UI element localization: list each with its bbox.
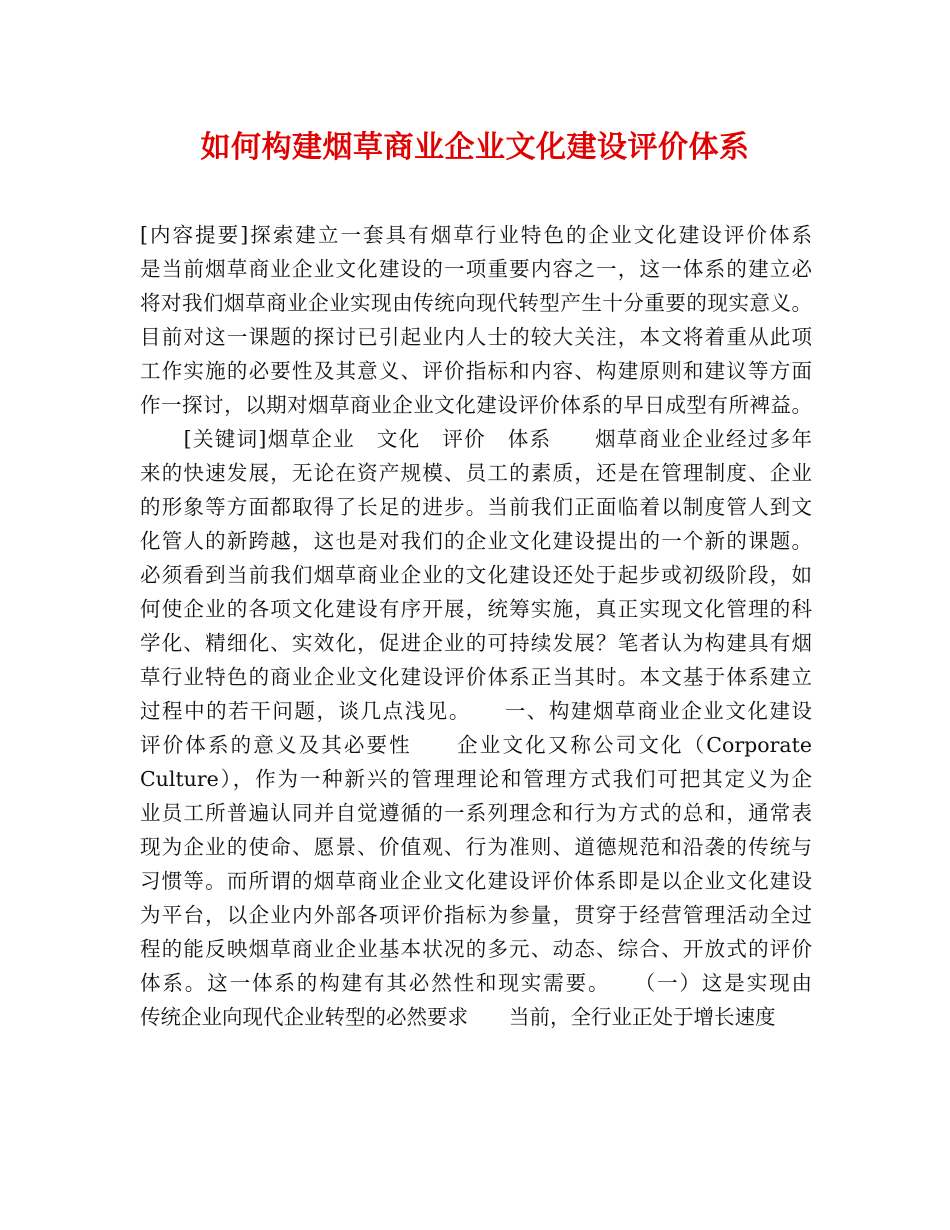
body-line: [关键词]烟草企业 文化 评价 体系 烟草商业企业经过多年 <box>140 427 812 451</box>
body-line: 何使企业的各项文化建设有序开展，统筹实施，真正实现文化管理的科 <box>140 597 812 621</box>
body-line: 学化、精细化、实效化，促进企业的可持续发展？笔者认为构建具有烟 <box>140 631 812 655</box>
body-line: 程的能反映烟草商业企业基本状况的多元、动态、综合、开放式的评价 <box>140 937 812 961</box>
document-title: 如何构建烟草商业企业文化建设评价体系 <box>200 130 750 165</box>
body-line: 评价体系的意义及其必要性 企业文化又称公司文化（Corporate <box>140 733 812 757</box>
body-line: 来的快速发展，无论在资产规模、员工的素质，还是在管理制度、企业 <box>140 461 812 485</box>
body-line: 体系。这一体系的构建有其必然性和现实需要。 （一）这是实现由 <box>140 971 812 995</box>
body-line: 过程中的若干问题，谈几点浅见。 一、构建烟草商业企业文化建设 <box>140 699 812 723</box>
body-line: 为平台，以企业内外部各项评价指标为参量，贯穿于经营管理活动全过 <box>140 903 812 927</box>
body-line: 必须看到当前我们烟草商业企业的文化建设还处于起步或初级阶段，如 <box>140 563 812 587</box>
body-line: 现为企业的使命、愿景、价值观、行为准则、道德规范和沿袭的传统与 <box>140 835 812 859</box>
body-line: 工作实施的必要性及其意义、评价指标和内容、构建原则和建议等方面 <box>140 359 812 383</box>
body-line: 草行业特色的商业企业文化建设评价体系正当其时。本文基于体系建立 <box>140 665 812 689</box>
body-line: 业员工所普遍认同并自觉遵循的一系列理念和行为方式的总和，通常表 <box>140 801 812 825</box>
document-body <box>140 218 812 1034</box>
body-line: 传统企业向现代企业转型的必然要求 当前，全行业正处于增长速度 <box>140 1005 776 1029</box>
body-line: 化管人的新跨越，这也是对我们的企业文化建设提出的一个新的课题。 <box>140 529 812 553</box>
body-line: 将对我们烟草商业企业实现由传统向现代转型产生十分重要的现实意义。 <box>140 291 812 315</box>
body-line: [内容提要]探索建立一套具有烟草行业特色的企业文化建设评价体系 <box>140 223 812 247</box>
body-line: 的形象等方面都取得了长足的进步。当前我们正面临着以制度管人到文 <box>140 495 812 519</box>
body-line: 习惯等。而所谓的烟草商业企业文化建设评价体系即是以企业文化建设 <box>140 869 812 893</box>
body-line: 作一探讨，以期对烟草商业企业文化建设评价体系的早日成型有所裨益。 <box>140 393 812 417</box>
body-line: 目前对这一课题的探讨已引起业内人士的较大关注，本文将着重从此项 <box>140 325 812 349</box>
body-line: 是当前烟草商业企业文化建设的一项重要内容之一，这一体系的建立必 <box>140 257 812 281</box>
body-line: Culture），作为一种新兴的管理理论和管理方式我们可把其定义为企 <box>140 767 812 791</box>
